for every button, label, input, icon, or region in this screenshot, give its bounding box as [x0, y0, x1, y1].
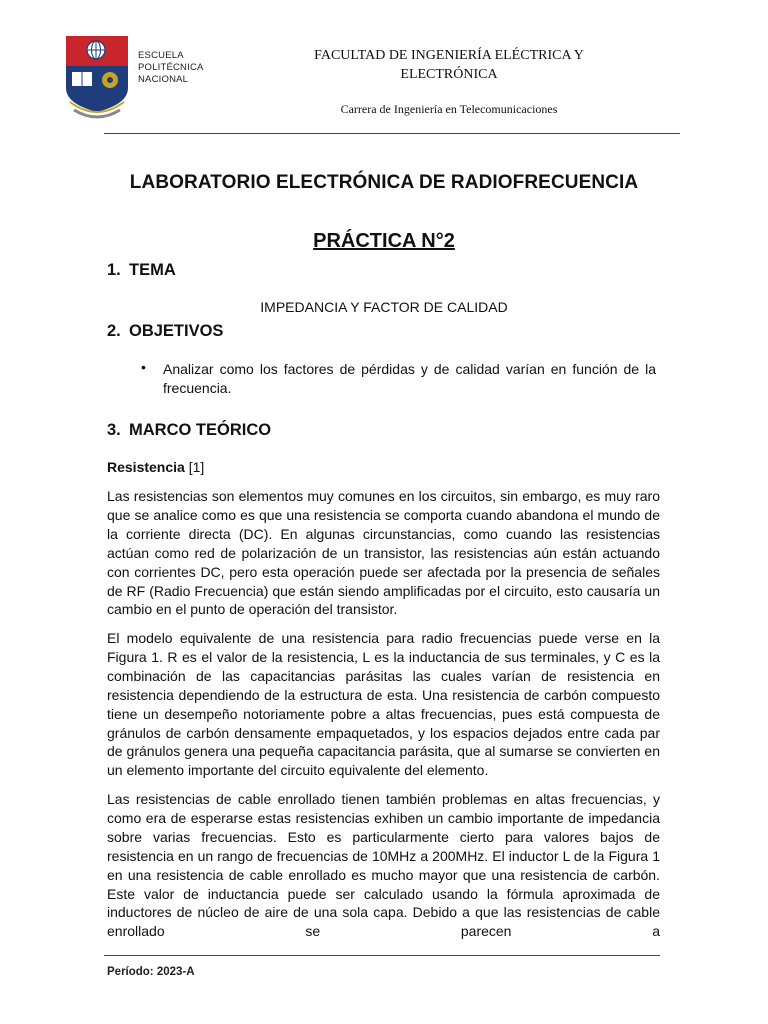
bullet-icon: • — [141, 359, 146, 375]
section-title: TEMA — [129, 261, 176, 279]
citation-ref: [1] — [184, 459, 205, 475]
faculty-line2: ELECTRÓNICA — [400, 67, 498, 82]
institution-line3: NACIONAL — [138, 74, 189, 85]
faculty-title — [250, 46, 648, 84]
section-number: 3. — [107, 421, 121, 439]
section-title: MARCO TEÓRICO — [129, 421, 272, 439]
section-title: OBJETIVOS — [129, 322, 224, 340]
header-divider — [104, 133, 680, 134]
objective-text: Analizar como los factores de pérdidas y de calidad varían en función de la frecuencia. — [163, 361, 656, 396]
paragraph-1: Las resistencias son elementos muy comunes en los circuitos, sin embargo, es muy raro que se analice como es que una resistencia se comporta cuando abandona el mundo de la corriente directa (DC). En algunas circunstancias, como cuando las resistencias actúan como red de polarización de un transistor, las resistencias aún están actuando con corrientes DC, pero esta operación puede ser afectada por la presencia de señales de RF (Radio Frecuencia) que están siendo amplificadas por el circuito, esto causaría un cambio en el punto de operación del transistor. — [107, 488, 660, 618]
section-number: 2. — [107, 322, 121, 340]
section-number: 1. — [107, 261, 121, 279]
period-label: Período: 2023-A — [107, 966, 195, 978]
section-tema-heading — [107, 261, 176, 280]
section-marco-heading — [107, 421, 271, 440]
section-objetivos-heading — [107, 322, 223, 341]
career-name: Carrera de Ingeniería en Telecomunicaciones — [340, 102, 558, 116]
objective-item — [140, 360, 656, 398]
epn-logo — [64, 36, 132, 120]
lab-title: LABORATORIO ELECTRÓNICA DE RADIOFRECUENCIA — [129, 172, 639, 193]
institution-line2: POLITÉCNICA — [138, 62, 204, 73]
institution-line1: ESCUELA — [138, 50, 184, 61]
subheading-bold: Resistencia — [107, 459, 185, 475]
footer-divider — [104, 955, 660, 956]
subheading-resistencia — [107, 459, 204, 475]
faculty-line1: FACULTAD DE INGENIERÍA ELÉCTRICA Y — [314, 48, 584, 63]
institution-name — [138, 50, 204, 86]
paragraph-2: El modelo equivalente de una resistencia para radio frecuencias puede verse en la Figura 1. R es el valor de la resistencia, L es la inductancia de sus terminales, y C es la combinación de las capacitancias parásitas las cuales varían de resistencia en resistencia dependiendo de la estructura de esta. Una resistencia de carbón compuesto tiene un desempeño notoriamente pobre a altas frecuencias, pues está compuesta de gránulos de carbón densamente empaquetados, y los espacios dejados entre cada par de gránulos genera una pequeña capacitancia parásita, que al sumarse se convierten en un elemento importante del circuito equivalente del elemento. — [107, 630, 660, 779]
practice-title: PRÁCTICA N°2 — [313, 230, 455, 252]
tema-text: IMPEDANCIA Y FACTOR DE CALIDAD — [260, 299, 508, 315]
paragraph-3: Las resistencias de cable enrollado tienen también problemas en altas frecuencias, y como era de esperarse estas resistencias exhiben un cambio importante de impedancia sobre varias frecuencias. Esto es particularmente cierto para valores bajos de resistencia en un rango de frecuencias de 10MHz a 200MHz. El inductor L de la Figura 1 en una resistencia de cable enrollado es mucho mayor que una resistencia de carbón. Este valor de inductancia puede ser calculado usando la fórmula aproximada de inductores de núcleo de aire de una sola capa. Debido a que las resistencias de cable enrollado se parecen a — [107, 791, 660, 940]
